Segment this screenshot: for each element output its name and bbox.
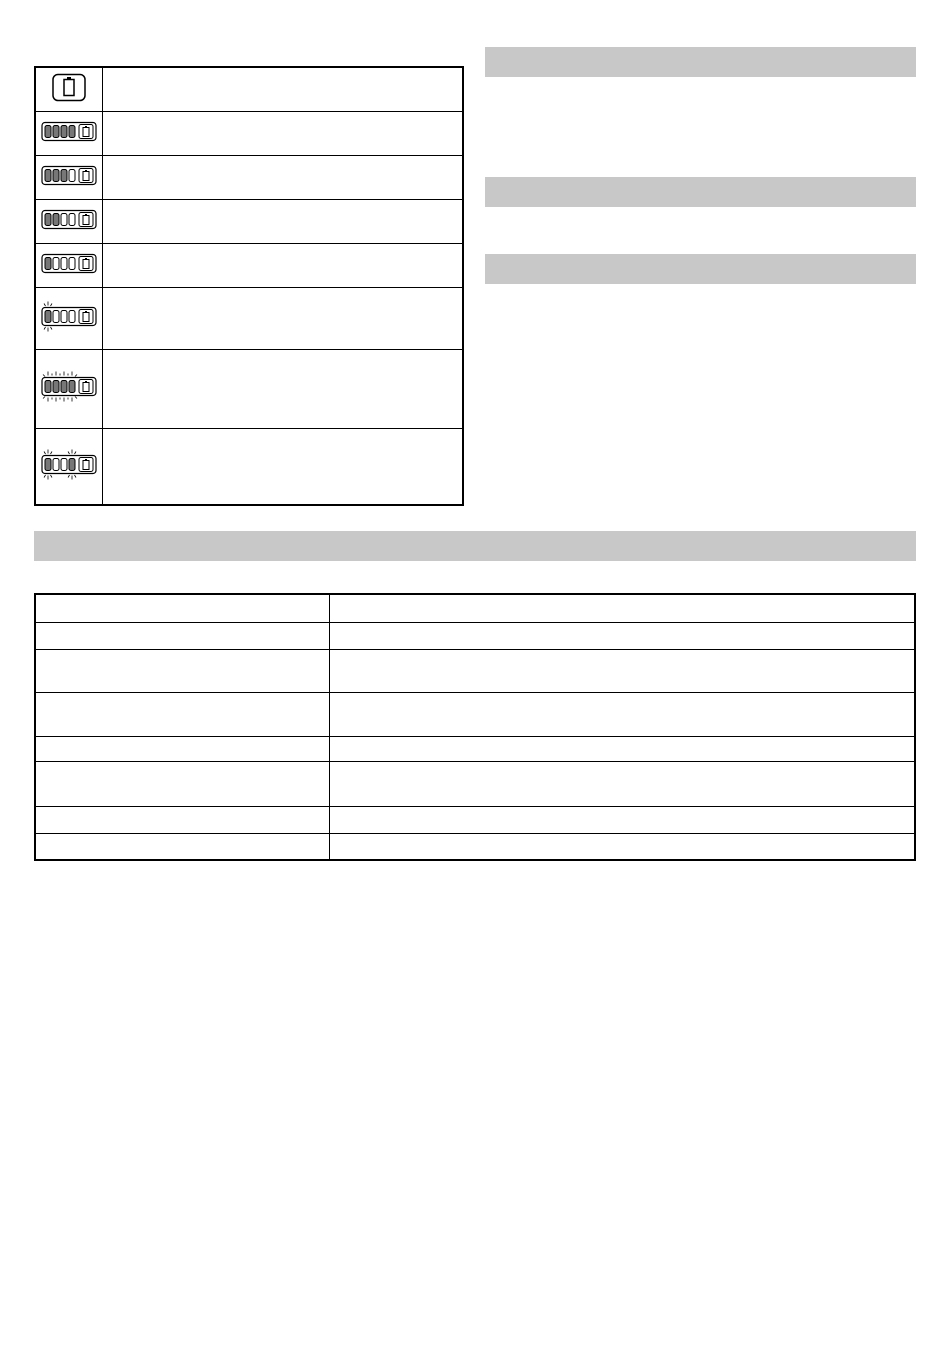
indicator-row [36,349,462,428]
table-row [36,806,914,833]
indicator-row [36,199,462,243]
indicator-row [36,68,462,111]
battery-alternate-blinking-icon [39,448,99,485]
section-header-bar [34,531,916,561]
battery-4-bars-blinking-icon [39,371,99,408]
indicator-row [36,428,462,504]
indicator-row [36,287,462,349]
indicator-row [36,243,462,287]
table-row [36,736,914,761]
section-header-bar [485,177,916,207]
section-header-bar [485,47,916,77]
indicator-row [36,155,462,199]
battery-4-bars-icon [41,121,97,146]
battery-3-bars-icon [41,165,97,190]
table-row [36,833,914,859]
section-header-bar [485,254,916,284]
battery-2-bars-icon [41,209,97,234]
specification-table [34,593,916,861]
battery-1-bar-blinking-icon [39,300,99,337]
table-row [36,595,914,622]
table-row [36,622,914,649]
table-row [36,761,914,806]
indicator-row [36,111,462,155]
battery-outline-icon [52,73,86,106]
battery-1-bar-icon [41,253,97,278]
battery-indicator-table [34,66,464,506]
table-row [36,692,914,736]
table-row [36,649,914,692]
